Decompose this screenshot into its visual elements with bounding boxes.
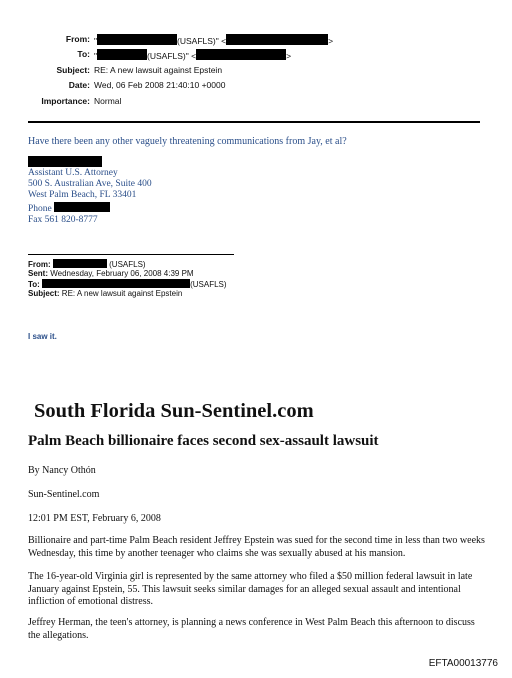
redaction-box xyxy=(226,34,328,45)
reply-body: Have there been any other vaguely threatening communications from Jay, et al? xyxy=(28,136,347,147)
redaction-box xyxy=(54,202,110,212)
article-paragraph-2: The 16-year-old Virginia girl is represented by the same attorney who filed a $50 million federal lawsuit in late January against Epstein, 55. This lawsuit seeks similar damages for an alleged sexual assault and intentional infliction of emotional distress. xyxy=(28,571,473,607)
from-value: " (USAFLS)" < > xyxy=(94,36,334,46)
inner-sent: Sent: Wednesday, February 06, 2008 4:39 PM xyxy=(28,269,194,278)
article-source: Sun-Sentinel.com xyxy=(28,489,100,500)
article-masthead: South Florida Sun-Sentinel.com xyxy=(34,400,314,422)
redaction-box xyxy=(196,49,286,60)
subject-value: RE: A new lawsuit against Epstein xyxy=(94,65,223,75)
date-value: Wed, 06 Feb 2008 21:40:10 +0000 xyxy=(94,80,226,90)
redaction-box xyxy=(97,34,177,45)
redaction-box xyxy=(97,49,147,60)
article-byline: By Nancy Othón xyxy=(28,465,96,476)
article-dateline: 12:01 PM EST, February 6, 2008 xyxy=(28,513,161,524)
article-headline: Palm Beach billionaire faces second sex-assault lawsuit xyxy=(28,433,379,449)
inner-body: I saw it. xyxy=(28,332,57,341)
signature-block xyxy=(28,168,152,226)
redaction-box xyxy=(53,259,107,268)
header-divider xyxy=(28,121,480,123)
redaction-box xyxy=(28,156,102,167)
signature-phone: Phone xyxy=(28,202,152,215)
article-paragraph-1: Billionaire and part-time Palm Beach resident Jeffrey Epstein was sued for the second time in less than two weeks Wednesday, this time by another teenager who claims she was sexually abused at his mansion. xyxy=(28,535,485,559)
signature-title: Assistant U.S. Attorney xyxy=(28,168,118,178)
inner-divider xyxy=(28,254,234,255)
from-label: From: xyxy=(65,34,90,44)
document-id: EFTA00013776 xyxy=(428,658,498,669)
inner-to: To: (USAFLS) xyxy=(28,280,227,289)
signature-address1: 500 S. Australian Ave, Suite 400 xyxy=(28,179,152,190)
subject-label: Subject: xyxy=(56,65,90,75)
signature-fax: Fax 561 820-8777 xyxy=(28,214,98,225)
to-value: " (USAFLS)" < > xyxy=(94,51,292,61)
date-label: Date: xyxy=(68,80,90,90)
inner-from: From: (USAFLS) xyxy=(28,260,146,269)
signature-address2: West Palm Beach, FL 33401 xyxy=(28,190,137,201)
redaction-box xyxy=(42,279,190,288)
importance-value: Normal xyxy=(94,96,122,106)
inner-subject: Subject: RE: A new lawsuit against Epstein xyxy=(28,289,183,298)
article-paragraph-3: Jeffrey Herman, the teen's attorney, is planning a news conference in West Palm Beach this afternoon to discuss the allegations. xyxy=(28,617,475,641)
importance-label: Importance: xyxy=(41,96,90,106)
to-label: To: xyxy=(77,49,90,59)
